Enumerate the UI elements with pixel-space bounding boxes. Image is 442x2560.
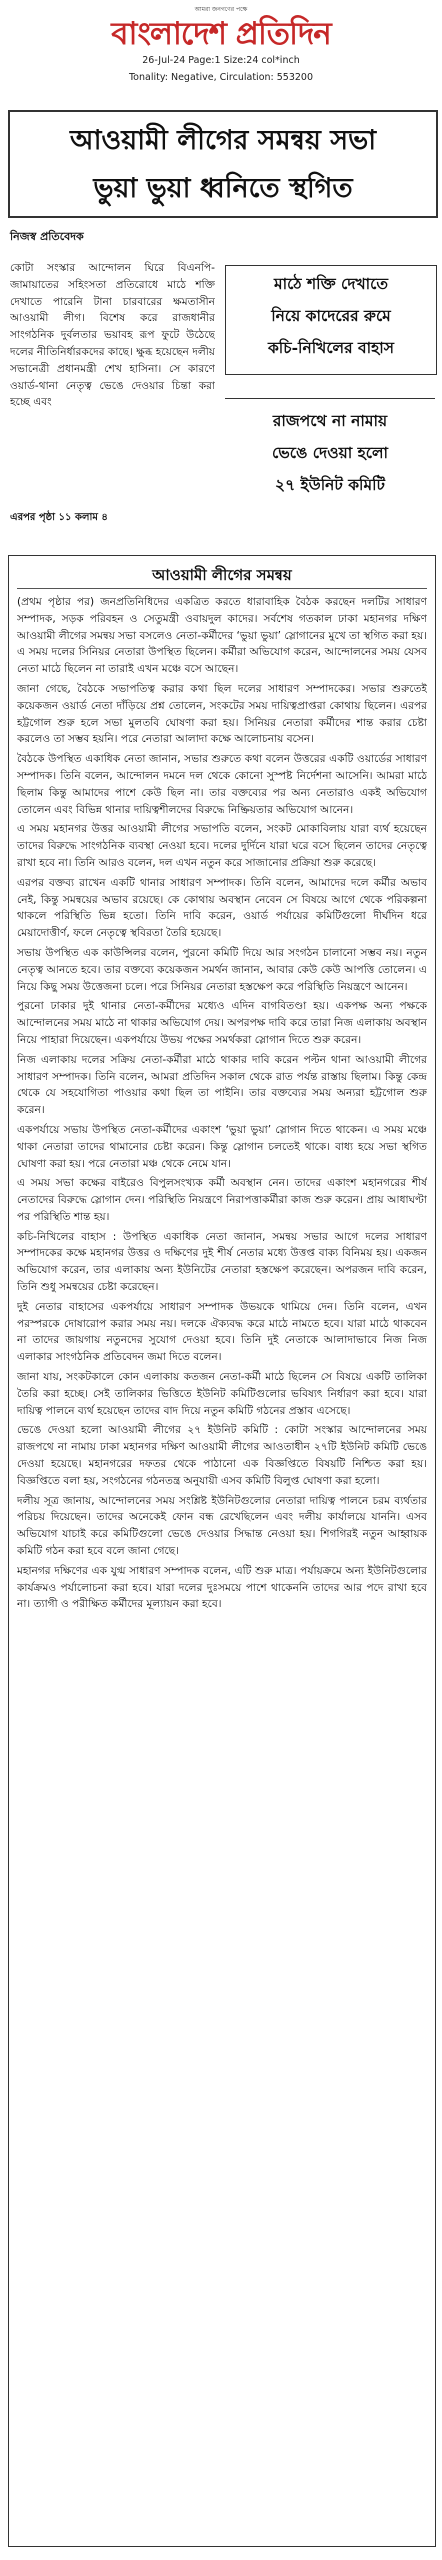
masthead-tagline: আমরা জনগণের পক্ষে <box>194 6 248 13</box>
sidebar-1-line-2: নিয়ে কাদেরের রুমে <box>271 306 391 325</box>
masthead <box>0 0 442 108</box>
byline: নিজস্ব প্রতিবেদক <box>10 230 84 243</box>
paragraph: দুই নেতার বাহাসের একপর্যায়ে সাধারণ সম্পাদক উভয়কে থামিয়ে দেন। তিনি বলেন, এখন পরস্পরকে দোষারোপ করার সময় নয়। দলকে ঐক্যবদ্ধ করে মাঠে নামতে হবে। যারা মাঠে থাকবেন না তাদের জায়গায় নতুনদের সুযোগ দেওয়া হবে। তিনি দুই নেতাকে আলাদাভাবে নিজ নিজ এলাকার সাংগঠনিক প্রতিবেদন জমা দিতে বলেন। <box>17 1300 427 1364</box>
paragraph: ভেঙে দেওয়া হলো আওয়ামী লীগের ২৭ ইউনিট কমিটি : কোটা সংস্কার আন্দোলনের সময় রাজপথে না নামায় ঢাকা মহানগর দক্ষিণ আওয়ামী লীগের আওতাধীন ২৭টি ইউনিট কমিটি ভেঙে দেওয়া হয়েছে। মহানগরের দফতর থেকে পাঠানো এক বিজ্ঞপ্তিতে বিষয়টি নিশ্চিত করা হয়। বিজ্ঞপ্তিতে বলা হয়, সংগঠনের গঠনতন্ত্র অনুযায়ী এসব কমিটি বিলুপ্ত ঘোষণা করা হলো। <box>17 1424 427 1487</box>
paragraph: জানা যায়, সংকটকালে কোন এলাকায় কতজন নেতা-কর্মী মাঠে ছিলেন সে বিষয়ে একটি তালিকা তৈরি করা হচ্ছে। সেই তালিকার ভিত্তিতে ইউনিট কমিটিগুলোর ভবিষ্যৎ নির্ধারণ করা হবে। যারা দায়িত্ব পালনে ব্যর্থ হয়েছেন তাদের বাদ দিয়ে নতুন কমিটি গঠনের প্রস্তাব এসেছে। <box>17 1371 427 1417</box>
sidebar-headline-1 <box>225 265 437 375</box>
continuation-title: আওয়ামী লীগের সমন্বয় <box>152 566 292 584</box>
paragraph: দলীয় সূত্র জানায়, আন্দোলনের সময় সংশ্লিষ্ট ইউনিটগুলোর নেতারা দায়িত্ব পালনে চরম ব্যর্থতার পরিচয় দিয়েছেন। তাদের অনেকেই ফোন বন্ধ রেখেছিলেন এবং দলীয় কার্যালয়ে যাননি। এসব অভিযোগ যাচাই করে কমিটিগুলো ভেঙে দেওয়ার সিদ্ধান্ত নেওয়া হয়। শিগগিরই নতুন আহ্বায়ক কমিটি গঠন করা হবে বলে জানা গেছে। <box>17 1494 427 1558</box>
lead-text: কোটা সংস্কার আন্দোলন ঘিরে বিএনপি-জামায়াতের সহিংসতা প্রতিরোধে মাঠে শক্তি দেখাতে পারেনি টানা চারবারের ক্ষমতাসীন আওয়ামী লীগ। বিশেষ করে রাজধানীর সাংগঠনিক দুর্বলতার ভয়াবহ রূপ ফুটে উঠেছে দলের নীতিনির্ধারকদের কাছে। ক্ষুব্ধ হয়েছেন দলীয় সভানেত্রী প্রধানমন্ত্রী শেখ হাসিনা। সে কারণে ওয়ার্ড-থানা নেতৃত্ব ভেঙে দেওয়ার চিন্তা করা হচ্ছে এবং <box>10 262 215 409</box>
headline-box <box>8 110 438 218</box>
divider <box>17 588 427 589</box>
paragraph: এ সময় সভা কক্ষের বাইরেও বিপুলসংখ্যক কর্মী অবস্থান নেন। তাদের একাংশ মহানগরের শীর্ষ নেতাদের বিরুদ্ধে স্লোগান দেন। পরিস্থিতি নিয়ন্ত্রণে নিরাপত্তাকর্মীরা কাজ শুরু করেন। প্রায় আধাঘণ্টা পর পরিস্থিতি শান্ত হয়। <box>17 1177 427 1223</box>
sidebar-1-line-1: মাঠে শক্তি দেখাতে <box>273 274 389 293</box>
continuation-body <box>17 594 427 2534</box>
paragraph: কচি-নিখিলের বাহাস : উপস্থিত একাধিক নেতা জানান, সমন্বয় সভার আগে দলের সাধারণ সম্পাদকের কক্ষে মহানগর উত্তর ও দক্ষিণের দুই শীর্ষ নেতার মধ্যে উত্তপ্ত বাক্য বিনিময় হয়। একজন অভিযোগ করেন, তার এলাকায় অন্য ইউনিটের নেতারা হস্তক্ষেপ করেছেন। অপরজন দাবি করেন, তিনি শুধু সমন্বয়ের চেষ্টা করেছেন। <box>17 1230 427 1294</box>
clip-meta-tonality: Tonality: Negative, Circulation: 553200 <box>128 72 314 83</box>
continued-label: এরপর পৃষ্ঠা ১১ কলাম ৪ <box>10 512 108 523</box>
sidebar-1-line-3: কচি-নিখিলের বাহাস <box>267 338 395 357</box>
continued-note <box>10 510 215 527</box>
paragraph: এ সময় মহানগর উত্তর আওয়ামী লীগের সভাপতি বলেন, সংকট মোকাবিলায় যারা ব্যর্থ হয়েছেন তাদের বিরুদ্ধে সাংগঠনিক ব্যবস্থা নেওয়া হবে। দলের দুর্দিনে যারা ঘরে বসে ছিলেন তাদের নেতৃত্বে রাখা হবে না। তিনি আরও বলেন, দল এখন নতুন করে সাজানোর প্রক্রিয়া শুরু করেছে। <box>17 823 427 869</box>
paragraph: এরপর বক্তব্য রাখেন একটি থানার সাধারণ সম্পাদক। তিনি বলেন, আমাদের দলে কর্মীর অভাব নেই, কিন্তু সমন্বয়ের অভাব রয়েছে। কে কোথায় অবস্থান নেবেন সে বিষয়ে আগে থেকে পরিকল্পনা থাকলে পরিস্থিতি ভিন্ন হতো। তিনি দাবি করেন, ওয়ার্ড পর্যায়ের কমিটিগুলো দীর্ঘদিন ধরে মেয়াদোত্তীর্ণ, ফলে নেতৃত্বে স্থবিরতা তৈরি হয়েছে। <box>17 876 427 940</box>
paragraph: বৈঠকে উপস্থিত একাধিক নেতা জানান, সভার শুরুতে কথা বলেন উত্তরের একটি ওয়ার্ডের সাধারণ সম্পাদক। তিনি বলেন, আন্দোলন দমনে দল থেকে কোনো সুস্পষ্ট নির্দেশনা আসেনি। আমরা মাঠে ছিলাম কিন্তু আমাদের পাশে কেউ ছিল না। তার বক্তব্যের পর অন্য নেতারাও একই অভিযোগ তোলেন এবং বিভিন্ন থানার দায়িত্বশীলদের বিরুদ্ধে নিষ্ক্রিয়তার অভিযোগ আনেন। <box>17 753 427 816</box>
paragraph: পুরনো ঢাকার দুই থানার নেতা-কর্মীদের মধ্যেও এদিন বাগবিতণ্ডা হয়। একপক্ষ অন্য পক্ষকে আন্দোলনের সময় মাঠে না থাকার অভিযোগ দেয়। অপরপক্ষ দাবি করে তারা নিজ এলাকায় অবস্থান নিয়ে পাহারা দিয়েছেন। একপর্যায়ে উভয় পক্ষের সমর্থকরা স্লোগান দিতে শুরু করেন। <box>17 1000 427 1046</box>
sidebar-2-line-2: ভেঙে দেওয়া হলো <box>271 443 389 462</box>
clip-meta-date-page: 26-Jul-24 Page:1 Size:24 col*inch <box>142 55 300 66</box>
paragraph: সভায় উপস্থিত এক কাউন্সিলর বলেন, পুরনো কমিটি দিয়ে আর সংগঠন চালানো সম্ভব নয়। নতুন নেতৃত্ব আনতে হবে। তার বক্তব্যে কয়েকজন সমর্থন জানান, আবার কেউ কেউ আপত্তি তোলেন। এ নিয়ে কিছু সময় উত্তেজনা চলে। পরে সিনিয়র নেতারা হস্তক্ষেপ করে পরিস্থিতি নিয়ন্ত্রণে আনেন। <box>17 946 427 993</box>
continuation-box <box>8 555 436 2547</box>
newspaper-logo: বাংলাদেশ প্রতিদিন <box>111 16 331 52</box>
paragraph: মহানগর দক্ষিণের এক যুগ্ম সাধারণ সম্পাদক বলেন, এটি শুরু মাত্র। পর্যায়ক্রমে অন্য ইউনিটগুলোর কার্যক্রমও পর্যালোচনা করা হবে। যারা দলের দুঃসময়ে পাশে থাকেননি তাদের আর পদে রাখা হবে না। ত্যাগী ও পরীক্ষিত কর্মীদের মূল্যায়ন করা হবে। <box>17 1564 427 1611</box>
headline-line-2: ভুয়া ভুয়া ধ্বনিতে স্থগিত <box>93 173 353 204</box>
paragraph: নিজ এলাকায় দলের সক্রিয় নেতা-কর্মীরা মাঠে থাকার দাবি করেন পল্টন থানা আওয়ামী লীগের সাধারণ সম্পাদক। তিনি বলেন, আমরা প্রতিদিন সকাল থেকে রাত পর্যন্ত রাস্তায় ছিলাম। কিন্তু কেন্দ্র থেকে যে সহযোগিতা পাওয়ার কথা ছিল তা পাইনি। তার বক্তব্যের সময় অন্যরা হট্টগোল শুরু করেন। <box>17 1053 427 1117</box>
sidebar-2-line-1: রাজপথে না নামায় <box>272 411 388 430</box>
paragraph: একপর্যায়ে সভায় উপস্থিত নেতা-কর্মীদের একাংশ ‘ভুয়া ভুয়া’ স্লোগান দিতে থাকেন। এ সময় মঞ্চে থাকা নেতারা তাদের থামানোর চেষ্টা করেন। কিন্তু স্লোগান চলতেই থাকে। বাধ্য হয়ে সভা স্থগিত ঘোষণা করা হয়। পরে নেতারা মঞ্চ থেকে নেমে যান। <box>17 1123 427 1170</box>
sidebar-headline-2 <box>225 398 435 499</box>
paragraph: (প্রথম পৃষ্ঠার পর) জনপ্রতিনিধিদের একত্রিত করতে ধারাবাহিক বৈঠক করছেন দলটির সাধারণ সম্পাদক, সড়ক পরিবহন ও সেতুমন্ত্রী ওবায়দুল কাদের। সর্বশেষ গতকাল ঢাকা মহানগর দক্ষিণ আওয়ামী লীগের সমন্বয় সভা বসলেও নেতা-কর্মীদের ‘ভুয়া ভুয়া’ স্লোগানের মুখে তা স্থগিত করা হয়। এ সময় দলের সিনিয়র নেতারা উপস্থিত ছিলেন। কর্মীরা অভিযোগ করেন, আন্দোলনের সময় যেসব নেতা মাঠে ছিলেন না তারাই এখন মঞ্চে বসে আছেন। <box>17 596 427 676</box>
lead-paragraph <box>10 260 215 520</box>
sidebar-2-line-3: ২৭ ইউনিট কমিটি <box>275 475 385 494</box>
headline-line-1: আওয়ামী লীগের সমন্বয় সভা <box>69 125 377 156</box>
paragraph: জানা গেছে, বৈঠকে সভাপতিত্ব করার কথা ছিল দলের সাধারণ সম্পাদকের। সভার শুরুতেই কয়েকজন ওয়ার্ড নেতা দাঁড়িয়ে প্রশ্ন তোলেন, সংকটের সময় দায়িত্বপ্রাপ্তরা কোথায় ছিলেন। এরপর হট্টগোল শুরু হলে সভা মুলতবি ঘোষণা করা হয়। সিনিয়র নেতারা কর্মীদের শান্ত করার চেষ্টা করলেও তা সম্ভব হয়নি। পরে নেতারা আলাদা কক্ষে আলোচনায় বসেন। <box>17 682 427 746</box>
